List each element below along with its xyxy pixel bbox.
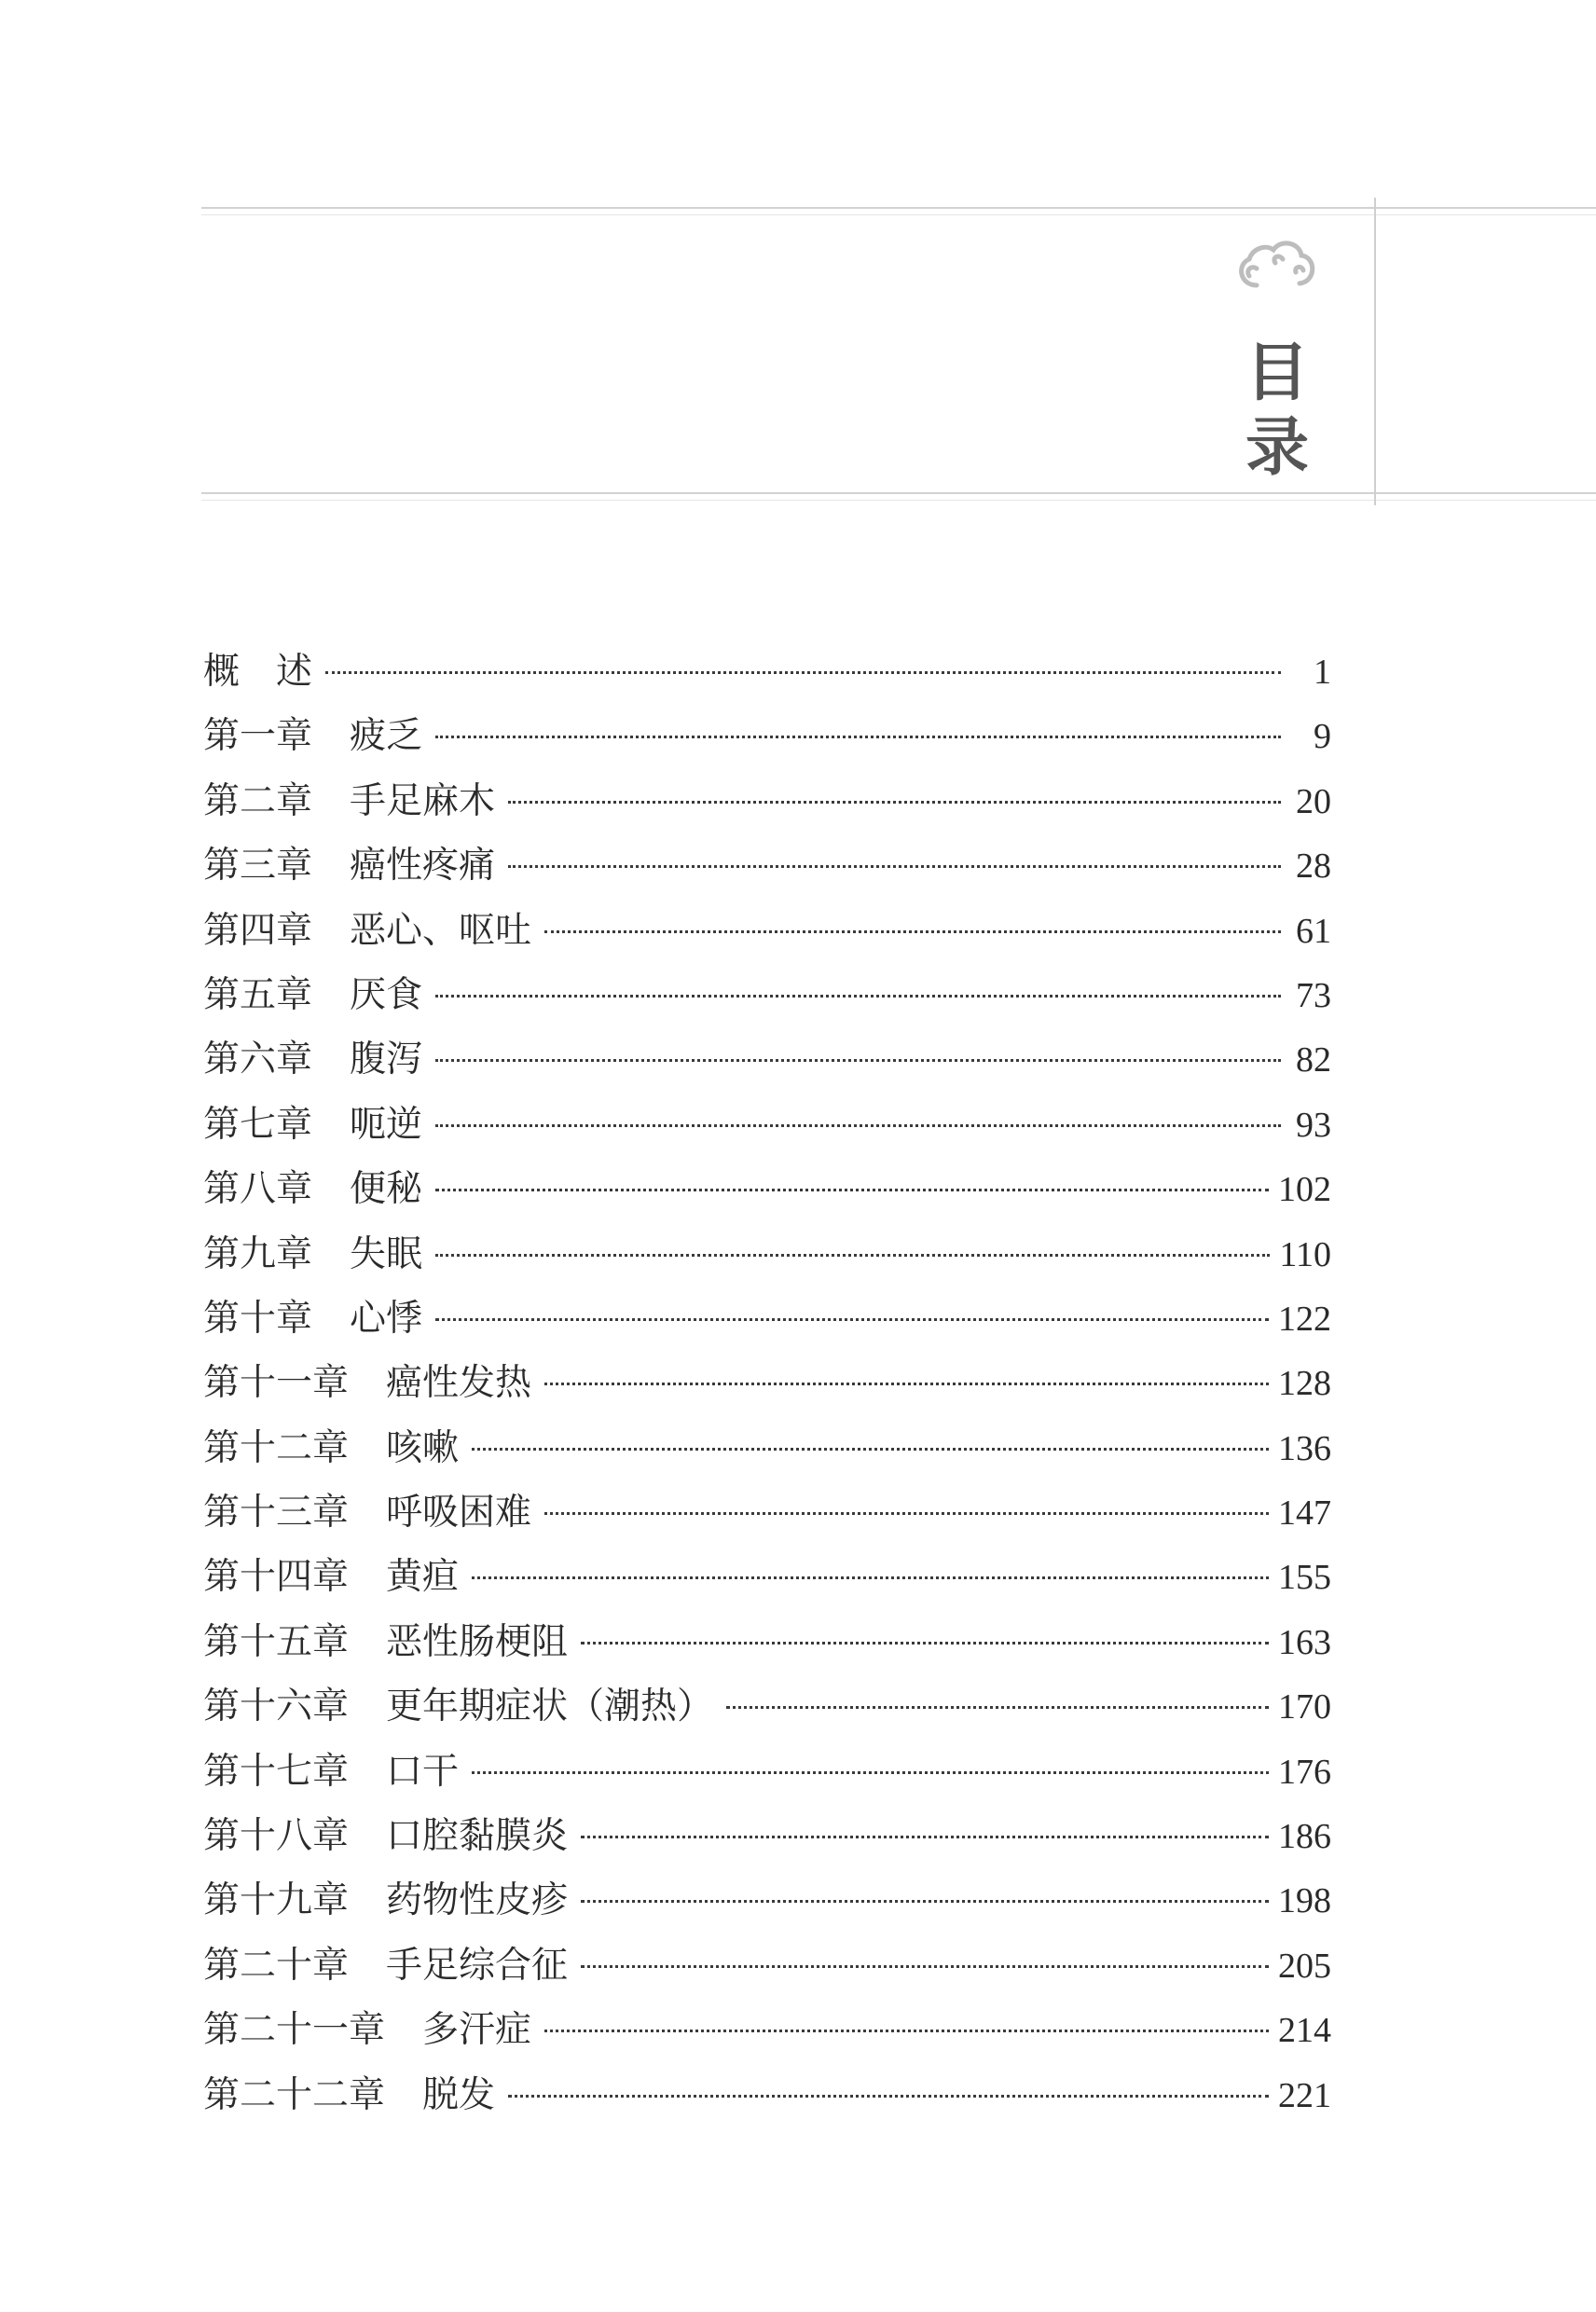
toc-leader-dots: [435, 1318, 1269, 1321]
toc-leader-dots: [435, 1124, 1281, 1127]
toc-chapter-number: 第一章: [203, 715, 313, 758]
toc-leader-dots: [435, 1254, 1270, 1257]
toc-entry[interactable]: [203, 1351, 1331, 1415]
toc-chapter-number: 概 述: [203, 651, 313, 693]
toc-chapter-title: 咳嗽: [386, 1426, 460, 1469]
cloud-ornament-icon: [1229, 229, 1322, 304]
toc-chapter-title: 呼吸困难: [386, 1492, 532, 1534]
toc-page-number: 20: [1296, 781, 1331, 821]
toc-chapter-number: 第十九章: [203, 1879, 350, 1922]
toc-page-number: 221: [1278, 2075, 1331, 2115]
toc-chapter-number: 第十一章: [203, 1362, 350, 1405]
toc-chapter-number: 第八章: [203, 1168, 313, 1211]
header-bottom-rule: [201, 492, 1596, 494]
toc-leader-dots: [325, 671, 1281, 674]
toc-page-number: 128: [1278, 1364, 1331, 1404]
toc-chapter-number: 第三章: [203, 845, 313, 888]
toc-entry[interactable]: [203, 1480, 1331, 1545]
toc-entry[interactable]: [203, 1416, 1331, 1480]
toc-page-number: 122: [1278, 1299, 1331, 1339]
toc-entry[interactable]: [203, 640, 1331, 704]
toc-page-number: 198: [1278, 1881, 1331, 1921]
toc-page-number: 73: [1296, 975, 1331, 1015]
toc-leader-dots: [581, 1900, 1269, 1903]
header-vertical-rule: [1374, 198, 1376, 505]
toc-chapter-title: 癌性发热: [386, 1362, 532, 1405]
toc-entry[interactable]: [203, 1093, 1331, 1157]
toc-chapter-title: 手足麻木: [350, 779, 496, 822]
toc-leader-dots: [435, 736, 1281, 738]
toc-page-number: 147: [1278, 1493, 1331, 1534]
toc-chapter-title: 腹泻: [350, 1039, 423, 1081]
toc-leader-dots: [544, 930, 1281, 933]
toc-chapter-number: 第十章: [203, 1297, 313, 1340]
toc-entry[interactable]: [203, 2063, 1331, 2127]
toc-entry[interactable]: [203, 1868, 1331, 1933]
toc-chapter-number: 第二十章: [203, 1944, 350, 1987]
toc-page-number: 214: [1278, 2011, 1331, 2051]
header-top-rule-thin: [201, 214, 1596, 215]
toc-leader-dots: [508, 865, 1281, 868]
toc-chapter-title: 厌食: [350, 973, 423, 1016]
toc-page-number: 163: [1278, 1622, 1331, 1662]
toc-chapter-title: 疲乏: [350, 715, 423, 758]
toc-chapter-title: 更年期症状（潮热）: [386, 1686, 714, 1728]
header-top-rule: [201, 207, 1596, 209]
toc-entry[interactable]: [203, 899, 1331, 963]
toc-leader-dots: [581, 1965, 1269, 1968]
toc-page-number: 1: [1314, 653, 1331, 692]
toc-chapter-number: 第十四章: [203, 1556, 350, 1599]
toc-entry[interactable]: [203, 1027, 1331, 1092]
toc-chapter-number: 第二十二章: [203, 2073, 386, 2116]
toc-chapter-title: 恶性肠梗阻: [386, 1620, 569, 1663]
toc-leader-dots: [544, 1512, 1269, 1515]
toc-chapter-number: 第七章: [203, 1103, 313, 1146]
toc-leader-dots: [544, 2030, 1269, 2032]
toc-page-number: 102: [1278, 1170, 1331, 1210]
toc-page-number: 170: [1278, 1687, 1331, 1727]
toc-chapter-title: 药物性皮疹: [386, 1879, 569, 1922]
table-of-contents: [203, 640, 1331, 2127]
toc-page-number: 176: [1278, 1752, 1331, 1792]
toc-leader-dots: [472, 1448, 1269, 1451]
toc-entry[interactable]: [203, 1610, 1331, 1674]
toc-chapter-title: 失眠: [350, 1232, 423, 1275]
toc-chapter-number: 第六章: [203, 1039, 313, 1081]
toc-leader-dots: [472, 1771, 1269, 1774]
toc-chapter-title: 恶心、呕吐: [350, 909, 532, 952]
toc-chapter-number: 第十六章: [203, 1686, 350, 1728]
toc-chapter-title: 心悸: [350, 1297, 423, 1340]
toc-page-number: 9: [1314, 717, 1331, 757]
toc-leader-dots: [544, 1383, 1269, 1385]
toc-page-number: 136: [1278, 1428, 1331, 1468]
toc-page-number: 155: [1278, 1558, 1331, 1598]
toc-chapter-title: 口干: [386, 1750, 460, 1793]
toc-chapter-title: 手足综合征: [386, 1944, 569, 1987]
toc-leader-dots: [435, 1189, 1269, 1191]
toc-entry[interactable]: [203, 833, 1331, 898]
title-char-1: 目: [1245, 336, 1309, 410]
title-char-2: 录: [1245, 410, 1309, 485]
toc-chapter-number: 第二十一章: [203, 2009, 386, 2052]
toc-chapter-number: 第五章: [203, 973, 313, 1016]
toc-chapter-title: 多汗症: [422, 2009, 532, 2052]
toc-chapter-number: 第九章: [203, 1232, 313, 1275]
toc-entry[interactable]: [203, 963, 1331, 1027]
page-title: [1240, 336, 1314, 485]
toc-page-number: 110: [1279, 1234, 1331, 1274]
toc-entry[interactable]: [203, 1674, 1331, 1739]
toc-chapter-title: 脱发: [422, 2073, 496, 2116]
toc-page-number: 205: [1278, 1946, 1331, 1986]
toc-page-number: 28: [1296, 846, 1331, 887]
toc-leader-dots: [508, 801, 1281, 804]
toc-leader-dots: [508, 2095, 1269, 2098]
header-bottom-rule-thin: [201, 500, 1596, 501]
toc-entry[interactable]: [203, 1222, 1331, 1287]
toc-chapter-title: 呃逆: [350, 1103, 423, 1146]
toc-entry[interactable]: [203, 769, 1331, 833]
toc-chapter-title: 便秘: [350, 1168, 423, 1211]
toc-entry[interactable]: [203, 1740, 1331, 1804]
toc-leader-dots: [726, 1706, 1269, 1709]
toc-entry[interactable]: [203, 1157, 1331, 1221]
toc-chapter-number: 第四章: [203, 909, 313, 952]
toc-leader-dots: [435, 1059, 1281, 1062]
toc-page-number: 82: [1296, 1040, 1331, 1080]
toc-entry[interactable]: [203, 1287, 1331, 1351]
toc-chapter-number: 第十三章: [203, 1492, 350, 1534]
toc-leader-dots: [581, 1836, 1269, 1838]
toc-entry[interactable]: [203, 1998, 1331, 2062]
toc-leader-dots: [581, 1642, 1269, 1645]
toc-entry[interactable]: [203, 1804, 1331, 1868]
toc-chapter-number: 第十五章: [203, 1620, 350, 1663]
toc-chapter-number: 第二章: [203, 779, 313, 822]
toc-page-number: 186: [1278, 1817, 1331, 1857]
toc-chapter-number: 第十八章: [203, 1815, 350, 1858]
toc-chapter-title: 黄疸: [386, 1556, 460, 1599]
toc-page-number: 93: [1296, 1105, 1331, 1145]
toc-entry[interactable]: [203, 1545, 1331, 1609]
toc-page-number: 61: [1296, 911, 1331, 951]
toc-chapter-number: 第十二章: [203, 1426, 350, 1469]
toc-chapter-number: 第十七章: [203, 1750, 350, 1793]
toc-chapter-title: 癌性疼痛: [350, 845, 496, 888]
toc-leader-dots: [435, 995, 1281, 998]
toc-chapter-title: 口腔黏膜炎: [386, 1815, 569, 1858]
toc-entry[interactable]: [203, 704, 1331, 768]
toc-entry[interactable]: [203, 1934, 1331, 1998]
toc-leader-dots: [472, 1576, 1269, 1579]
